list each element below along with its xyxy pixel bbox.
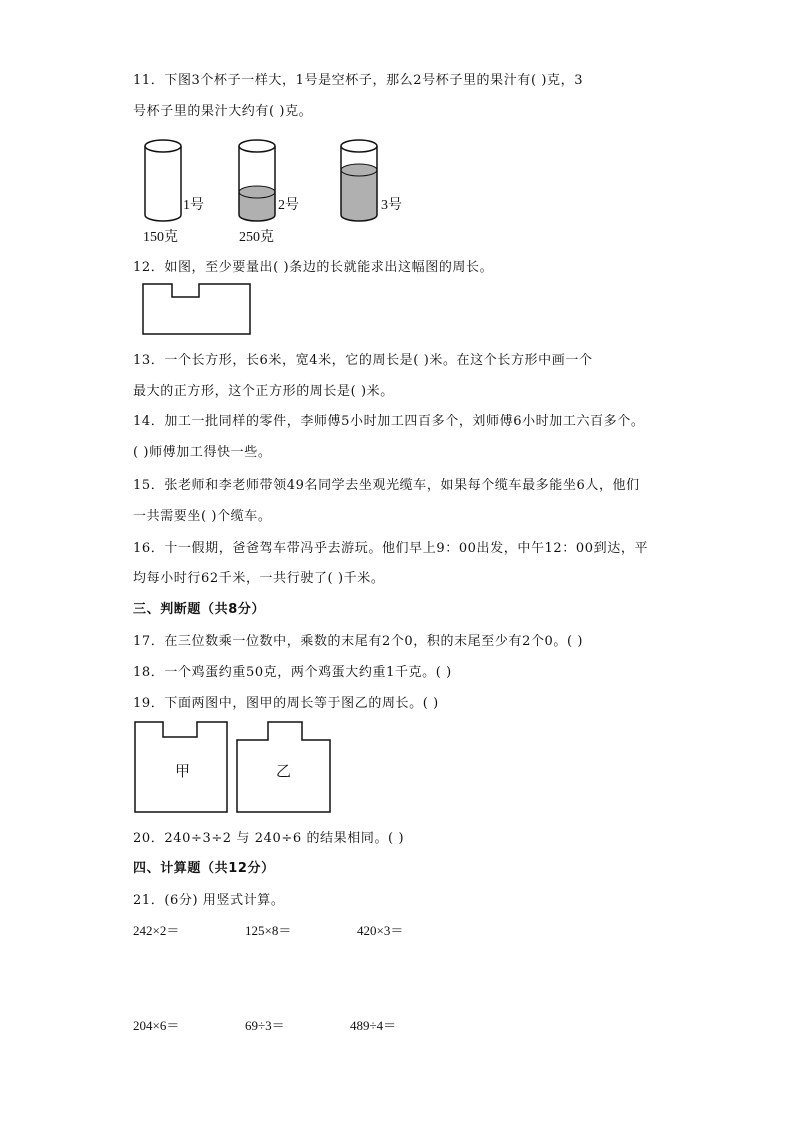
calc-item-6: 489÷4＝ [350,1018,397,1033]
q14-line-2: ( )师傅加工得快一些。 [133,445,272,460]
q13-line-2: 最大的正方形，这个正方形的周长是( )米。 [133,384,394,399]
q11-line-1: 11．下图3个杯子一样大，1号是空杯子，那么2号杯子里的果汁有( )克，3 [133,73,584,88]
figure-jia [135,722,227,812]
q13-line-1: 13．一个长方形，长6米，宽4米，它的周长是( )米。在这个长方形中画一个 [133,353,593,368]
q11-line-2: 号杯子里的果汁大约有( )克。 [133,104,313,119]
q12-line-1: 12．如图，至少要量出( )条边的长就能求出这幅图的周长。 [133,260,494,275]
cup-2-weight: 250克 [239,230,274,245]
calc-item-3: 420×3＝ [357,923,404,938]
q18-line-1: 18．一个鸡蛋约重50克，两个鸡蛋大约重1千克。( ) [133,665,452,680]
q14-line-1: 14．加工一批同样的零件，李师傅5小时加工四百多个，刘师傅6小时加工六百多个。 [133,414,645,429]
q16-line-2: 均每小时行62千米，一共行驶了( )千米。 [133,571,385,586]
cup-2-juice-surface [239,186,275,198]
cup-1 [145,140,181,221]
cup-2 [239,140,275,221]
q12-shape [143,284,250,334]
section-4-title: 四、计算题（共12分） [133,861,275,876]
q19-line-1: 19．下面两图中，图甲的周长等于图乙的周长。( ) [133,696,439,711]
figure-jia-label: 甲 [175,762,191,780]
calc-item-4: 204×6＝ [133,1018,180,1033]
cup-3-juice-surface [341,164,377,176]
calc-item-1: 242×2＝ [133,923,180,938]
q20-line-1: 20．240÷3÷2 与 240÷6 的结果相同。( ) [133,831,405,846]
calc-item-2: 125×8＝ [245,923,292,938]
cup-1-label: 1号 [183,198,204,213]
figure-yi-label: 乙 [276,762,292,780]
cup-1-weight: 150克 [143,230,178,245]
q15-line-2: 一共需要坐( )个缆车。 [133,509,272,524]
cup-3 [341,140,377,221]
cup-3-label: 3号 [381,198,402,213]
cup-2-juice [239,192,275,221]
q15-line-1: 15．张老师和李老师带领49名同学去坐观光缆车，如果每个缆车最多能坐6人，他们 [133,478,640,493]
cup-3-juice [341,170,377,221]
calc-item-5: 69÷3＝ [245,1018,285,1033]
q16-line-1: 16．十一假期，爸爸驾车带冯乎去游玩。他们早上9：00出发，中午12：00到达，平 [133,541,649,556]
cup-2-label: 2号 [278,198,299,213]
q21-line-1: 21．(6分) 用竖式计算。 [133,893,285,908]
figure-yi [237,722,330,812]
q17-line-1: 17．在三位数乘一位数中，乘数的末尾有2个0，积的末尾至少有2个0。( ) [133,634,584,649]
section-3-title: 三、判断题（共8分） [133,602,266,617]
